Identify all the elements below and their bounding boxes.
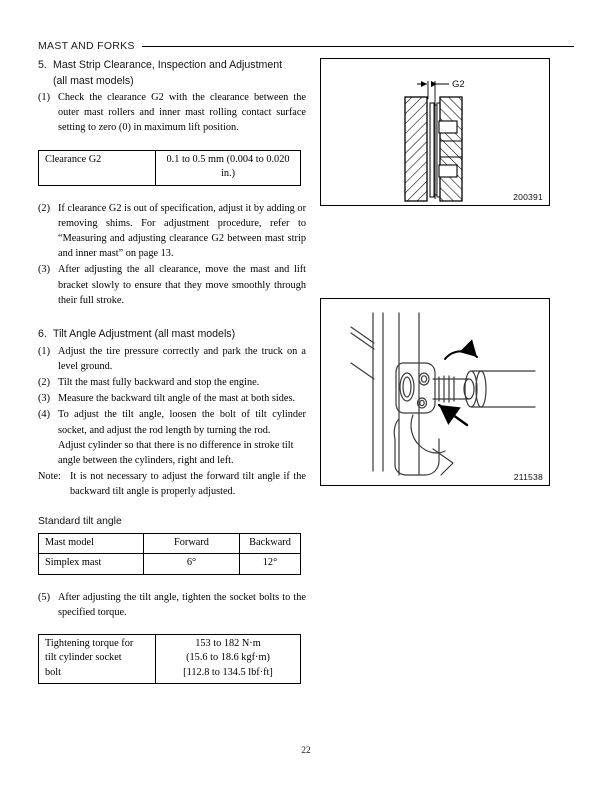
column-header-backward: Backward xyxy=(240,533,301,554)
torque-value-lbfft: [112.8 to 134.5 lbf·ft] xyxy=(183,666,273,678)
list-item xyxy=(38,375,306,390)
torque-value-kgfm: (15.6 to 18.6 kgf·m) xyxy=(186,652,270,664)
figure-id: 211538 xyxy=(513,472,543,482)
item-marker: (3) xyxy=(38,264,51,276)
spacer xyxy=(38,620,306,634)
section-number: 5. xyxy=(38,59,47,71)
table-row xyxy=(39,150,301,185)
mast-strip-clearance-drawing xyxy=(321,59,549,205)
section-heading-6 xyxy=(38,327,306,343)
torque-value xyxy=(156,634,301,684)
content-column xyxy=(38,58,306,684)
item-marker: (5) xyxy=(38,591,51,603)
item-text: Measure the backward tilt angle of the mast at both sides. xyxy=(58,393,296,405)
page-number: 22 xyxy=(301,745,311,756)
header-rule xyxy=(142,46,574,47)
figure-tilt-cylinder-socket xyxy=(320,298,550,486)
table-row xyxy=(39,634,301,684)
section-title-line1: Mast Strip Clearance, Inspection and Adjustment xyxy=(53,59,283,71)
dimension-label-g2: G2 xyxy=(452,79,465,90)
column-header-mast-model: Mast model xyxy=(39,533,144,554)
item-marker: (4) xyxy=(38,409,51,421)
spacer xyxy=(38,308,306,327)
item-text: After adjusting the all clearance, move the mast and lift bracket slowly to ensure that they move smoothly through their full stroke. xyxy=(58,264,306,306)
item-text-part1: To adjust the tilt angle, loosen the bolt of tilt cylinder socket, and adjust the rod length by turning the rod. xyxy=(58,409,306,436)
item-text: After adjusting the tilt angle, tighten the socket bolts to the specified torque. xyxy=(58,591,306,618)
clearance-value: 0.1 to 0.5 mm (0.004 to 0.020 in.) xyxy=(156,150,301,185)
clearance-table xyxy=(38,150,301,186)
table-header-row xyxy=(39,533,301,554)
list-item xyxy=(38,201,306,262)
spacer xyxy=(38,500,306,514)
tilt-angle-table xyxy=(38,533,301,575)
item-marker: (1) xyxy=(38,345,51,357)
page-header xyxy=(38,38,574,54)
column-header-forward: Forward xyxy=(144,533,240,554)
item-text-part2: Adjust cylinder so that there is no difference in stroke tilt angle between the cylinders, right and left. xyxy=(58,439,294,466)
section-title-line2: (all mast models) xyxy=(53,74,134,87)
item-text: Tilt the mast fully backward and stop the engine. xyxy=(58,376,260,388)
clearance-label: Clearance G2 xyxy=(39,150,156,185)
list-item xyxy=(38,391,306,406)
spacer xyxy=(38,186,306,200)
note-marker: Note: xyxy=(38,471,61,483)
item-marker: (2) xyxy=(38,202,51,214)
torque-label-line3: bolt xyxy=(45,666,62,678)
section-heading-5 xyxy=(38,58,306,89)
list-item xyxy=(38,407,306,468)
section-title: Tilt Angle Adjustment (all mast models) xyxy=(53,328,236,341)
torque-value-nm: 153 to 182 N·m xyxy=(195,637,261,649)
item-text: Adjust the tire pressure correctly and park the truck on a level ground. xyxy=(58,345,306,372)
section-number: 6. xyxy=(38,328,47,341)
item-text: Check the clearance G2 with the clearance between the outer mast rollers and inner mast rolling contact surface setting to zero (0) in maximum lift position. xyxy=(58,92,306,134)
section-title xyxy=(53,58,306,89)
item-text xyxy=(58,407,306,468)
figure-id: 200391 xyxy=(513,192,543,202)
torque-table xyxy=(38,634,301,685)
item-marker: (3) xyxy=(38,393,51,405)
item-marker: (2) xyxy=(38,376,51,388)
header-title: MAST AND FORKS xyxy=(38,40,135,52)
list-item xyxy=(38,344,306,374)
spacer xyxy=(38,575,306,589)
list-item xyxy=(38,90,306,136)
figure-mast-strip-clearance xyxy=(320,58,550,206)
item-text: If clearance G2 is out of specification, adjust it by adding or removing shims. For adjustment procedure, refer to “Measuring and adjusting clearance G2 between mast strip and inner mast” on page 13. xyxy=(58,202,306,260)
cell-backward: 12° xyxy=(240,554,301,575)
torque-label-line1: Tightening torque for xyxy=(45,637,134,649)
tilt-angle-table-caption: Standard tilt angle xyxy=(38,515,122,527)
torque-label xyxy=(39,634,156,684)
item-marker: (1) xyxy=(38,92,51,103)
list-item xyxy=(38,262,306,308)
note-item xyxy=(38,469,306,499)
torque-label-line2: tilt cylinder socket xyxy=(45,652,122,664)
cell-forward: 6° xyxy=(144,554,240,575)
table-row xyxy=(39,554,301,575)
spacer xyxy=(38,136,306,150)
tilt-cylinder-socket-drawing xyxy=(321,299,549,485)
cell-mast-model: Simplex mast xyxy=(39,554,144,575)
note-text: It is not necessary to adjust the forward tilt angle if the backward tilt angle is properly adjusted. xyxy=(70,471,306,498)
list-item xyxy=(38,590,306,620)
